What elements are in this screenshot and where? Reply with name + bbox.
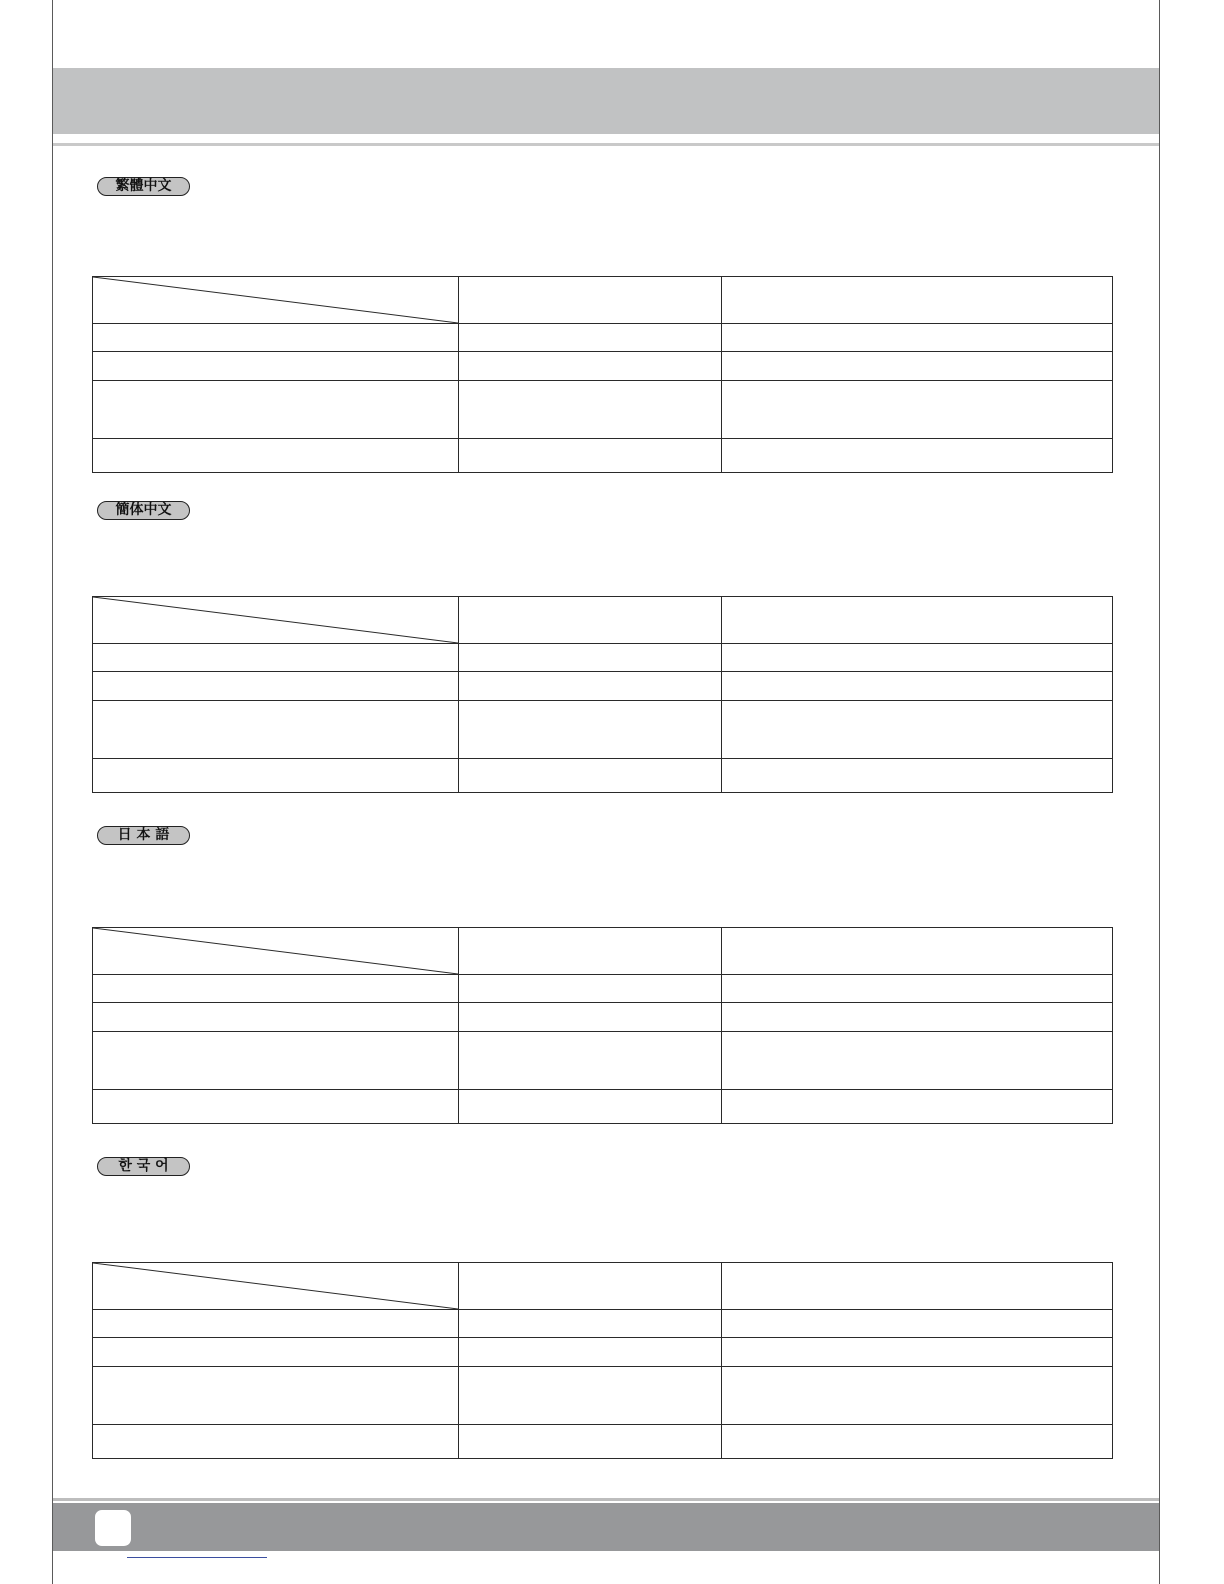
table-cell bbox=[93, 759, 459, 793]
footer-rule bbox=[53, 1498, 1159, 1501]
table-cell bbox=[722, 324, 1113, 352]
table-cell bbox=[93, 1032, 459, 1090]
table-row bbox=[93, 324, 1113, 352]
header-rule bbox=[53, 143, 1159, 146]
table-cell bbox=[93, 701, 459, 759]
diagonal-line bbox=[93, 277, 458, 323]
diagonal-line bbox=[93, 1263, 458, 1309]
spec-table-korean bbox=[92, 1262, 1113, 1459]
spec-table-japanese bbox=[92, 927, 1113, 1124]
table-row bbox=[93, 1425, 1113, 1459]
table-cell bbox=[722, 1310, 1113, 1338]
table-cell bbox=[459, 1032, 722, 1090]
table-row bbox=[93, 381, 1113, 439]
diagonal-header-cell bbox=[93, 928, 459, 975]
diagonal-header-cell bbox=[93, 1263, 459, 1310]
table-header-row bbox=[93, 1263, 1113, 1310]
table-row bbox=[93, 1310, 1113, 1338]
table-cell bbox=[459, 352, 722, 381]
page-border-right bbox=[1159, 0, 1160, 1584]
table-cell bbox=[722, 672, 1113, 701]
header-cell bbox=[722, 928, 1113, 975]
table-row bbox=[93, 1090, 1113, 1124]
table-cell bbox=[459, 1003, 722, 1032]
table-cell bbox=[722, 644, 1113, 672]
header-cell bbox=[722, 1263, 1113, 1310]
table-row bbox=[93, 759, 1113, 793]
table-cell bbox=[722, 701, 1113, 759]
table-cell bbox=[93, 324, 459, 352]
table-cell bbox=[93, 1310, 459, 1338]
table-cell bbox=[459, 701, 722, 759]
page-number-box bbox=[95, 1510, 131, 1546]
table-cell bbox=[459, 439, 722, 473]
table-cell bbox=[93, 1090, 459, 1124]
table-row bbox=[93, 1032, 1113, 1090]
table-cell bbox=[722, 1032, 1113, 1090]
table-cell bbox=[722, 381, 1113, 439]
language-label-simplified-chinese: 簡体中文 bbox=[97, 501, 190, 520]
diagonal-header-cell bbox=[93, 277, 459, 324]
header-cell bbox=[459, 1263, 722, 1310]
footer-link-underline bbox=[127, 1557, 267, 1558]
table-cell bbox=[93, 381, 459, 439]
table-cell bbox=[93, 672, 459, 701]
table-cell bbox=[722, 1090, 1113, 1124]
table-cell bbox=[93, 1367, 459, 1425]
diagonal-header-cell bbox=[93, 597, 459, 644]
header-cell bbox=[722, 277, 1113, 324]
table-cell bbox=[459, 1338, 722, 1367]
table-row bbox=[93, 1338, 1113, 1367]
table-cell bbox=[459, 324, 722, 352]
diagonal-line bbox=[93, 928, 458, 974]
table-cell bbox=[459, 1090, 722, 1124]
table-cell bbox=[722, 352, 1113, 381]
table-row bbox=[93, 352, 1113, 381]
header-cell bbox=[459, 928, 722, 975]
spec-table-traditional-chinese bbox=[92, 276, 1113, 473]
footer-band bbox=[53, 1503, 1159, 1551]
table-header-row bbox=[93, 928, 1113, 975]
table-cell bbox=[93, 975, 459, 1003]
table-cell bbox=[722, 1367, 1113, 1425]
table-cell bbox=[459, 975, 722, 1003]
table-cell bbox=[722, 975, 1113, 1003]
table-cell bbox=[722, 1338, 1113, 1367]
table-cell bbox=[459, 1425, 722, 1459]
table-cell bbox=[93, 439, 459, 473]
table-header-row bbox=[93, 597, 1113, 644]
language-label-traditional-chinese: 繁體中文 bbox=[97, 177, 190, 196]
page-border-left bbox=[52, 0, 53, 1584]
table-row bbox=[93, 644, 1113, 672]
table-cell bbox=[93, 352, 459, 381]
table-cell bbox=[722, 1425, 1113, 1459]
table-cell bbox=[93, 644, 459, 672]
table-cell bbox=[459, 759, 722, 793]
table-row bbox=[93, 701, 1113, 759]
header-band bbox=[53, 68, 1159, 134]
table-row bbox=[93, 1367, 1113, 1425]
table-cell bbox=[459, 672, 722, 701]
table-row bbox=[93, 1003, 1113, 1032]
table-cell bbox=[722, 439, 1113, 473]
table-row bbox=[93, 439, 1113, 473]
diagonal-line bbox=[93, 597, 458, 643]
table-cell bbox=[93, 1338, 459, 1367]
table-cell bbox=[722, 759, 1113, 793]
table-cell bbox=[459, 644, 722, 672]
header-cell bbox=[722, 597, 1113, 644]
table-cell bbox=[459, 1367, 722, 1425]
language-label-korean: 한 국 어 bbox=[97, 1157, 190, 1176]
table-cell bbox=[459, 381, 722, 439]
table-row bbox=[93, 975, 1113, 1003]
table-cell bbox=[722, 1003, 1113, 1032]
table-row bbox=[93, 672, 1113, 701]
table-cell bbox=[93, 1003, 459, 1032]
header-cell bbox=[459, 597, 722, 644]
spec-table-simplified-chinese bbox=[92, 596, 1113, 793]
table-cell bbox=[459, 1310, 722, 1338]
header-cell bbox=[459, 277, 722, 324]
table-header-row bbox=[93, 277, 1113, 324]
table-cell bbox=[93, 1425, 459, 1459]
language-label-japanese: 日 本 語 bbox=[97, 826, 190, 845]
